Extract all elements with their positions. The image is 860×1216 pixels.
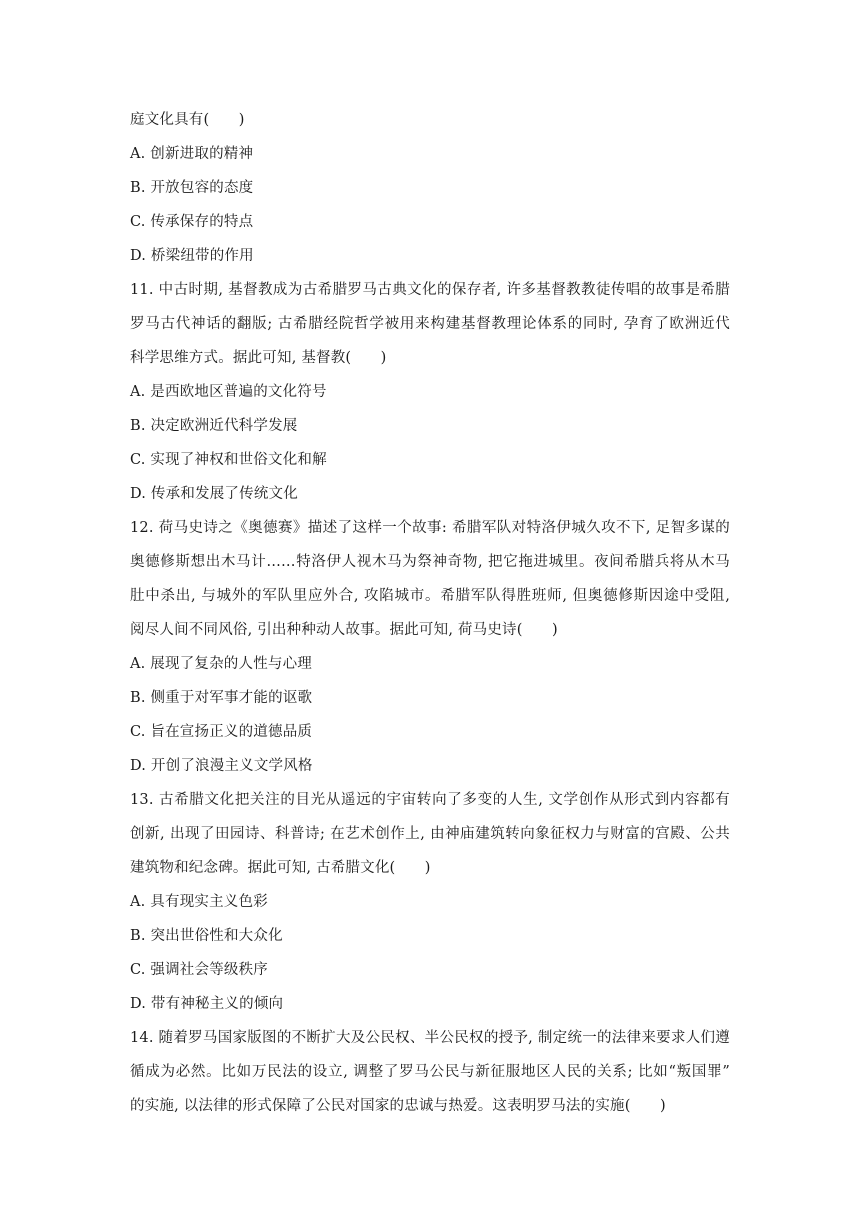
- q12-option-c: C. 旨在宣扬正义的道德品质: [130, 724, 313, 740]
- q11-option-b: B. 决定欧洲近代科学发展: [130, 418, 298, 434]
- q13-option-d: D. 带有神秘主义的倾向: [130, 996, 284, 1012]
- q10-option-a: A. 创新进取的精神: [130, 146, 254, 162]
- q10-option-d: D. 桥梁纽带的作用: [130, 248, 254, 264]
- q14-stem-line-1: 14. 随着罗马国家版图的不断扩大及公民权、半公民权的授予, 制定统一的法律来要求人们遵: [130, 1030, 730, 1046]
- q11-stem-line-3: 科学思维方式。据此可知, 基督教( ): [130, 350, 387, 366]
- q11-stem-line-1: 11. 中古时期, 基督教成为古希腊罗马古典文化的保存者, 许多基督教教徒传唱的故事是希腊: [130, 282, 730, 298]
- q12-stem-line-4: 阅尽人间不同风俗, 引出种种动人故事。据此可知, 荷马史诗( ): [130, 622, 558, 638]
- q12-option-d: D. 开创了浪漫主义文学风格: [130, 758, 313, 774]
- q12-option-a: A. 展现了复杂的人性与心理: [130, 656, 312, 672]
- q11-option-d: D. 传承和发展了传统文化: [130, 486, 298, 502]
- q12-stem-line-2: 奥德修斯想出木马计……特洛伊人视木马为祭神奇物, 把它拖进城里。夜间希腊兵将从木马: [130, 554, 730, 570]
- q12-option-b: B. 侧重于对军事才能的讴歌: [130, 690, 313, 706]
- q11-option-a: A. 是西欧地区普遍的文化符号: [130, 384, 327, 400]
- q13-option-c: C. 强调社会等级秩序: [130, 962, 268, 978]
- q13-stem-line-1: 13. 古希腊文化把关注的目光从遥远的宇宙转向了多变的人生, 文学创作从形式到内容都有: [130, 792, 730, 808]
- q13-option-b: B. 突出世俗性和大众化: [130, 928, 283, 944]
- q14-stem-line-3: 的实施, 以法律的形式保障了公民对国家的忠诚与热爱。这表明罗马法的实施( ): [130, 1098, 666, 1114]
- q12-stem-line-3: 肚中杀出, 与城外的军队里应外合, 攻陷城市。希腊军队得胜班师, 但奥德修斯因途中受阻,: [130, 588, 730, 604]
- q13-stem-line-2: 创新, 出现了田园诗、科普诗; 在艺术创作上, 由神庙建筑转向象征权力与财富的宫殿、公共: [130, 826, 730, 842]
- q13-option-a: A. 具有现实主义色彩: [130, 894, 268, 910]
- q10-option-c: C. 传承保存的特点: [130, 214, 254, 230]
- q14-stem-line-2: 循成为必然。比如万民法的设立, 调整了罗马公民与新征服地区人民的关系; 比如“叛国罪”: [130, 1064, 730, 1080]
- q13-stem-line-3: 建筑物和纪念碑。据此可知, 古希腊文化( ): [130, 860, 431, 876]
- q11-stem-line-2: 罗马古代神话的翻版; 古希腊经院哲学被用来构建基督教理论体系的同时, 孕育了欧洲近代: [130, 316, 730, 332]
- q12-stem-line-1: 12. 荷马史诗之《奥德赛》描述了这样一个故事: 希腊军队对特洛伊城久攻不下, 足智多谋的: [130, 520, 730, 536]
- q10-option-b: B. 开放包容的态度: [130, 180, 254, 196]
- q11-option-c: C. 实现了神权和世俗文化和解: [130, 452, 327, 468]
- q10-stem-tail: 庭文化具有( ): [130, 112, 245, 128]
